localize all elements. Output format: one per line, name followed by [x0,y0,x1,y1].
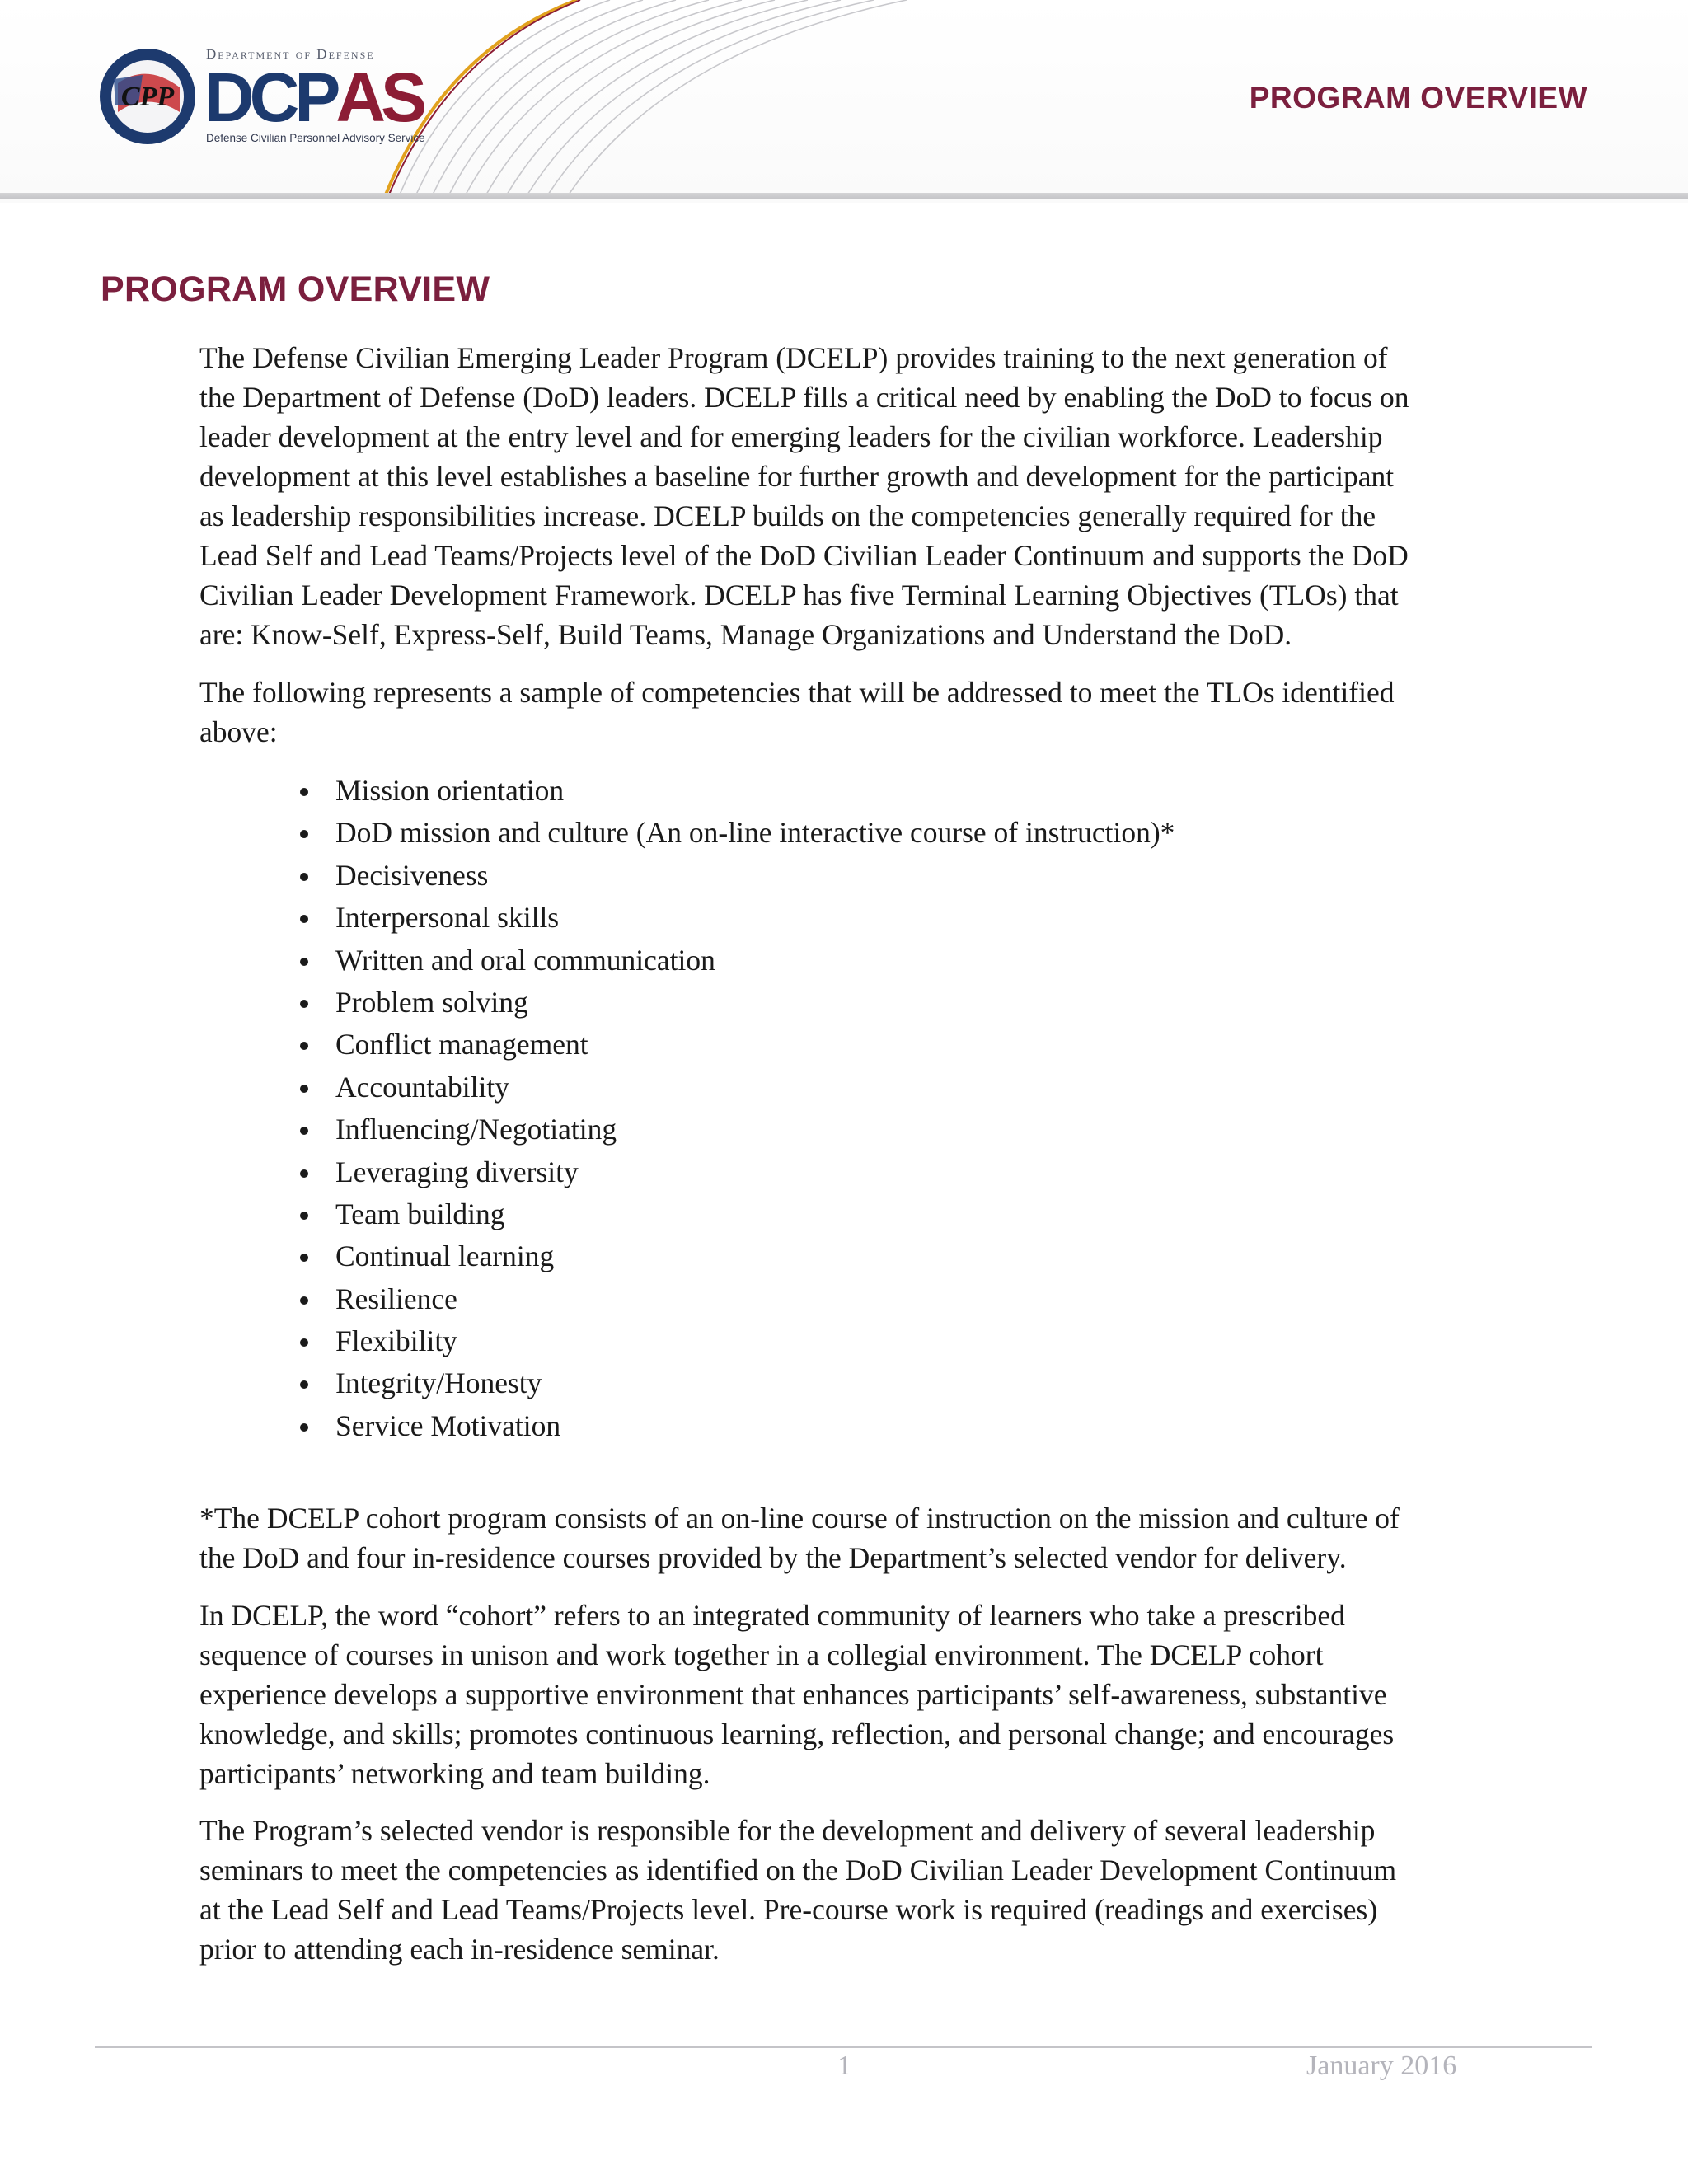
bullet-icon [300,1000,308,1008]
bullet-icon [300,1042,308,1050]
bullet-icon [300,1423,308,1432]
logo-subtitle: Defense Civilian Personnel Advisory Service [206,132,425,144]
competency-item [297,1405,1175,1447]
bullet-icon [300,1085,308,1093]
bullet-icon [300,1212,308,1220]
text-line: as leadership responsibilities increase. DCELP builds on the competencies generally required for the [199,499,1376,533]
competency-list [297,770,1175,1447]
bullet-icon [300,1338,308,1347]
bullet-icon [300,1169,308,1178]
logo-name-main: DCP [204,59,336,136]
competency-label: Mission orientation [335,774,565,807]
competency-item [297,1235,1175,1277]
logo-name-accent: AS [335,59,423,136]
header-title: PROGRAM OVERVIEW [1249,81,1587,115]
competency-item [297,1278,1175,1320]
vendor-paragraph [199,1811,1617,1969]
intro-paragraph [199,338,1617,654]
text-line: development at this level establishes a baseline for further growth and development for the participant [199,460,1395,494]
seal-text: CPP [120,82,175,112]
competency-label: Flexibility [335,1324,457,1358]
bullet-icon [300,830,308,838]
text-line: leader development at the entry level and for emerging leaders for the civilian workforce. Leadership [199,420,1383,454]
competency-item [297,940,1175,982]
competency-label: Leveraging diversity [335,1155,579,1188]
competency-item [297,1024,1175,1066]
page-title: PROGRAM OVERVIEW [101,269,490,309]
competency-item [297,1108,1175,1151]
text-line: experience develops a supportive environment that enhances participants’ self-awareness, substantive [199,1678,1387,1712]
competency-item [297,1066,1175,1108]
text-line: The following represents a sample of competencies that will be addressed to meet the TLOs identified [199,676,1395,709]
competency-item [297,1362,1175,1404]
bullet-icon [300,873,308,881]
text-line: knowledge, and skills; promotes continuous learning, reflection, and personal change; and encourages [199,1718,1395,1751]
competency-label: Team building [335,1197,505,1230]
text-line: Civilian Leader Development Framework. DCELP has five Terminal Learning Objectives (TLOs) that [199,579,1399,612]
text-line: the Department of Defense (DoD) leaders. DCELP fills a critical need by enabling the DoD to focus on [199,381,1409,415]
text-line: prior to attending each in-residence seminar. [199,1933,720,1966]
text-line: The Defense Civilian Emerging Leader Program (DCELP) provides training to the next generation of [199,341,1388,374]
text-line: the DoD and four in-residence courses provided by the Department’s selected vendor for delivery. [199,1541,1347,1575]
bullet-icon [300,788,308,796]
page-number: 1 [837,2050,851,2081]
competency-intro-paragraph [199,673,1617,752]
competency-item [297,897,1175,939]
competency-label: DoD mission and culture (An on-line interactive course of instruction)* [335,816,1175,850]
text-line: participants’ networking and team building. [199,1757,710,1791]
competency-label: Service Motivation [335,1408,561,1442]
footnote-paragraph [199,1498,1617,1577]
competency-label: Continual learning [335,1240,555,1273]
text-line: at the Lead Self and Lead Teams/Projects level. Pre-course work is required (readings and exercises) [199,1893,1378,1927]
text-line: *The DCELP cohort program consists of an on-line course of instruction on the mission and culture of [199,1502,1400,1535]
text-line: above: [199,715,278,749]
competency-item [297,770,1175,812]
competency-item [297,1151,1175,1193]
competency-label: Interpersonal skills [335,901,560,935]
bullet-icon [300,1254,308,1262]
bullet-icon [300,1127,308,1135]
text-line: In DCELP, the word “cohort” refers to an integrated community of learners who take a prescribed [199,1599,1345,1632]
footer-date: January 2016 [1306,2050,1457,2081]
competency-label: Integrity/Honesty [335,1366,542,1400]
competency-label: Influencing/Negotiating [335,1113,617,1146]
competency-item [297,1193,1175,1235]
competency-label: Resilience [335,1282,457,1315]
logo-dcpas [204,56,422,138]
competency-label: Written and oral communication [335,943,715,977]
competency-item [297,1320,1175,1362]
text-line: The Program’s selected vendor is responsible for the development and delivery of several leadership [199,1814,1376,1847]
competency-item [297,812,1175,854]
footer-divider [95,2046,1592,2048]
bullet-icon [300,1296,308,1305]
bullet-icon [300,915,308,923]
text-line: sequence of courses in unison and work together in a collegial environment. The DCELP cohort [199,1638,1324,1672]
cpp-seal-logo [97,46,198,147]
text-line: seminars to meet the competencies as identified on the DoD Civilian Leader Development Continuum [199,1854,1397,1887]
header-divider [0,193,1688,199]
text-line: are: Know-Self, Express-Self, Build Teams, Manage Organizations and Understand the DoD. [199,618,1292,652]
competency-item [297,982,1175,1024]
competency-label: Problem solving [335,985,528,1019]
bullet-icon [300,1380,308,1389]
competency-label: Conflict management [335,1028,588,1062]
cohort-paragraph [199,1596,1617,1793]
competency-label: Decisiveness [335,858,489,892]
page-header [0,0,1688,203]
text-line: Lead Self and Lead Teams/Projects level of the DoD Civilian Leader Continuum and supports the DoD [199,539,1409,573]
bullet-icon [300,958,308,966]
logo-department: Department of Defense [206,46,375,62]
competency-item [297,855,1175,897]
competency-label: Accountability [335,1070,509,1104]
